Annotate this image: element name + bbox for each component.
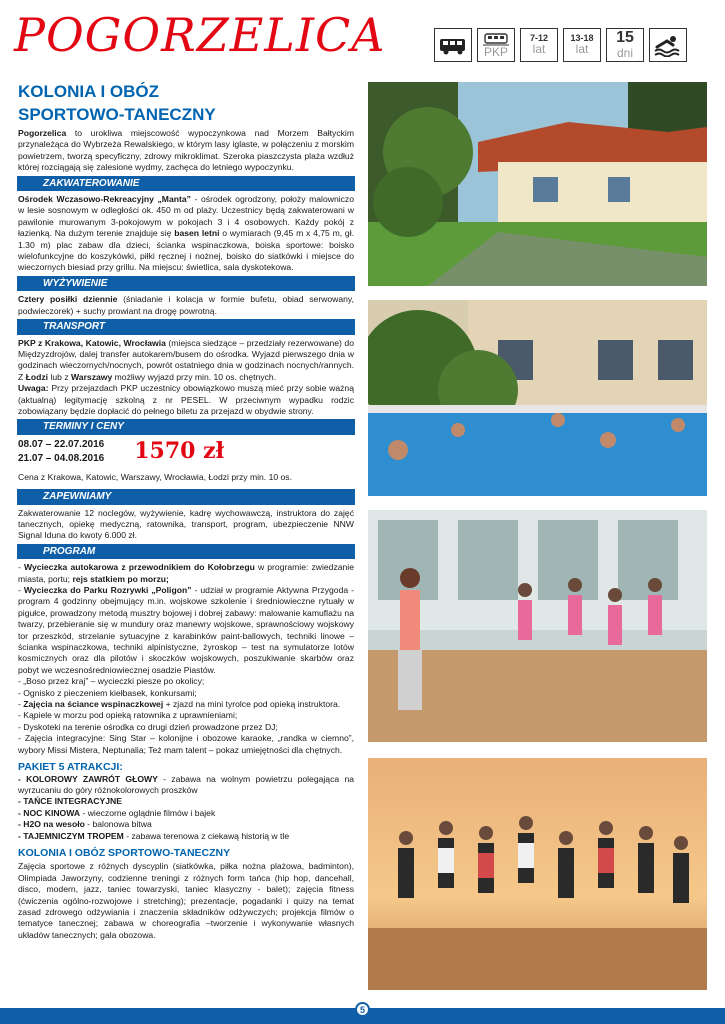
intro-paragraph: Pogorzelica to urokliwa miejscowość wypoczynkowa nad Morzem Bałtyckim przynależąca do Wybrzeża Rewalskiego, w którym lasy iglaste, w połączeniu z morskim powietrzem, tworzą specyficzny, zdrowy mikroklimat. Szeroka piaszczysta plaża wzdłuż której rozciągają się zalesione wydmy, zachęca do letniego wypoczynku.: [18, 128, 354, 173]
offer-heading-line2: SPORTOWO-TANECZNY: [18, 105, 216, 124]
section-bar-accommodation: ZAKWATEROWANIE: [17, 176, 355, 191]
age-unit: lat: [575, 42, 589, 57]
price-note: Cena z Krakowa, Katowic, Warszawy, Wrocławia, Łodzi przy min. 10 os.: [18, 471, 292, 482]
program-item: - Wycieczka autokarowa z przewodnikiem do Kołobrzegu w programie: zwiedzanie miasta, portu; rejs statkiem po morzu;: [18, 562, 354, 584]
section-bar-program: PROGRAM: [17, 544, 355, 559]
section-bar-included: ZAPEWNIAMY: [17, 489, 355, 504]
swimming-pool-photo: [368, 300, 707, 496]
package-list: [18, 774, 354, 842]
offer-heading-line1: KOLONIA I OBÓZ: [18, 82, 160, 101]
camp-text: Zajęcia sportowe z różnych dyscyplin (siatkówka, piłka nożna plażowa, badminton), Olimpiada Jaworzyny, codzienne treningi z różnych form tańca (hip hop, dancehall, disco, modern, jazz, taniec towarzyski, taniec klasyczny - balet); zajęcia fitness (ćwiczenia ogólno-rozwojowe i stretching); prezentacje, pogadanki i quizy na temat zasad zdrowego odżywiania i znaczenia składników odżywczych; projekcja filmów o tematyce tanecznej; zabawa w choreografia –tworzenie i wykonywanie własnych układów tanecznych; gala obozowa.: [18, 861, 354, 940]
package-item: - NOC KINOWA - wieczorne oglądnie filmów i bajek: [18, 807, 216, 818]
train-badge: [477, 28, 515, 62]
term-date: 08.07 – 22.07.2016: [18, 438, 105, 450]
age-badge-13-18: [563, 28, 601, 62]
program-item: - Kąpiele w morzu pod opieką ratownika z uprawnieniami;: [18, 710, 238, 721]
page-number: 5: [355, 1002, 370, 1017]
included-text: Zakwaterowanie 12 noclegów, wyżywienie, kadrę wychowawczą, instruktora do zajęć tanecznych, opiekę medyczną, ratownika, transport, program, ubezpieczenie NNW Signal Iduna do kwoty 6.000 zł.: [18, 507, 354, 541]
accommodation-text: Ośrodek Wczasowo-Rekreacyjny „Manta” - ośrodek ogrodzony, położy malowniczo w lesie sosnowym w odległości ok. 450 m od plaży. Uczestnicy będą zakwaterowani w pawilonie murowanym 3-pokojowym w pokojach 3 i 4 osobowych. Każdy pokój z łazienką. Na dużym terenie znajduje się basen letni o wymiarach (9,45 m x 4,75 m, gł. 1.30 m) plac zabaw dla dzieci, ścianka wspinaczkowa, boiska sportowe: boisko wielofunkcyjne do koszykówki, piłki ręcznej i nożnej, boisko do siatkówki i miejsce do wieczornych biesiad przy grillu. Na miejscu: świetlica, sala dyskotekowa.: [18, 194, 355, 273]
section-bar-food: WYŻYWIENIE: [17, 276, 355, 291]
bus-icon: [434, 28, 472, 62]
days-count: 15: [616, 29, 634, 47]
package-item: - H2O na wesoło - balonowa bitwa: [18, 819, 152, 830]
dance-class-photo: [368, 510, 707, 742]
train-label: PKP: [483, 44, 508, 59]
page-title: POGORZELICA: [14, 8, 386, 62]
term-dates: [18, 438, 104, 466]
age-range: 7-12: [529, 32, 548, 43]
program-item: - Wycieczka do Parku Rozrywki „Poligon” - udział w programie Aktywna Przygoda - program 4 godzinny obejmujący m.in. wojskowe szkolenie i średniowieczne rytuały w pigułce, prowadzony metodą musztry bojowej i dobrej zabawy: malowanie kamuflażu na twarzy, przebieranie się w mundury oraz manewry wojskowe, sprawnościowy wojskowy tor przeszkód, strzelanie sytuacyjne z karabinków paint-ballowych, techniki linowe – ścianka wspinaczkowa, techniki alpinistyczne, żyroskop – test na symulatorze lotów kosmicznych oraz dla pilotów i skoczków wojskowych, poszukiwanie skarbów oraz pobyt we wczesnośredniowiecznej osadzie Piastów.: [18, 585, 355, 675]
program-item: - Zajęcia integracyjne: Sing Star – kolonijne i obozowe karaoke, „randka w ciemno”, wybory Missi Mistera, Neptunalia; Też mam talent – pokaz umiejętności dla chętnych.: [18, 733, 354, 755]
term-date: 21.07 – 04.08.2016: [18, 452, 105, 464]
age-range: 13-18: [570, 32, 594, 43]
package-item: - KOLOROWY ZAWRÓT GŁOWY - zabawa na wolnym powietrzu polegająca na wyrzucaniu do góry różnokolorowych proszków: [18, 773, 355, 795]
package-title: PAKIET 5 ATRAKCJI:: [18, 761, 123, 774]
content-column: [18, 128, 354, 941]
beach-jump-photo: [368, 758, 707, 990]
section-bar-transport: TRANSPORT: [17, 319, 355, 334]
transport-text: PKP z Krakowa, Katowic, Wrocławia (miejsca siedzące – przedziały rezerwowane) do Międzyzdrojów, dalej transfer autokarem/busem do ośrodka. Wyjazd pierwszego dnia w godzinach wieczornych/nocnych, powrót ostatniego dnia w godzinach nocnych/rannych. Z Łodzi lub z Warszawy możliwy wyjazd przy min. 10 os. chętnych. Uwaga: Przy przejazdach PKP uczestnicy obowiązkowo muszą mieć przy sobie ważną (aktualną) legitymację szkolną z nr PESEL. W przeciwnym wypadku rodzic zobowiązany będzie dopłacić do pełnego biletu za przejazd w obydwie strony.: [18, 337, 354, 416]
offer-heading: [18, 80, 216, 126]
swimmer-icon: [649, 28, 687, 62]
section-bar-terms: TERMINY I CENY: [17, 419, 355, 434]
days-unit: dni: [616, 46, 633, 61]
train-icon: [483, 32, 509, 46]
resort-building-photo: [368, 82, 707, 286]
age-badge-7-12: [520, 28, 558, 62]
price: 1570 zł: [134, 438, 225, 465]
food-text: Cztery posiłki dziennie (śniadanie i kolacja w formie bufetu, obiad serwowany, podwieczorek) + suchy prowiant na drogę powrotną.: [18, 294, 354, 316]
badges: [434, 28, 687, 62]
days-badge: [606, 28, 644, 62]
camp-title: KOLONIA I OBÓZ SPORTOWO-TANECZNY: [18, 846, 231, 859]
age-unit: lat: [532, 42, 546, 57]
terms-block: [18, 438, 354, 466]
program-item: - Dyskoteki na terenie ośrodka co drugi dzień prowadzone przez DJ;: [18, 721, 278, 732]
program-item: - Zajęcia na ściance wspinaczkowej + zjazd na mini tyrolce pod opieką instruktora.: [18, 699, 341, 710]
package-item: - TAJEMNICZYM TROPEM - zabawa terenowa z ciekawą historią w tle: [18, 830, 290, 841]
program-item: - „Boso przez kraj” – wycieczki piesze po okolicy;: [18, 676, 205, 687]
package-item: - TAŃCE INTEGRACYJNE: [18, 796, 122, 807]
program-item: - Ognisko z pieczeniem kiełbasek, konkursami;: [18, 687, 197, 698]
